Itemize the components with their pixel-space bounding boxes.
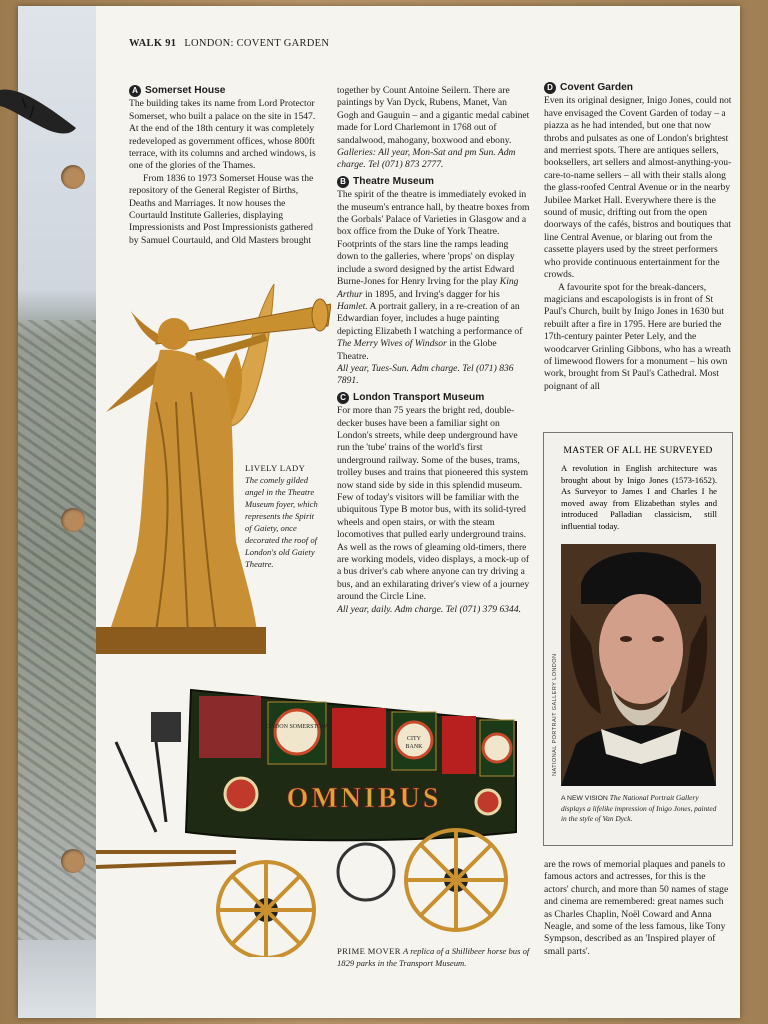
omnibus-illustration [96,682,526,957]
caption-lead: PRIME MOVER [337,946,401,956]
pen-clip-icon [0,78,80,138]
section-badge: C [337,392,349,404]
bus-caption [337,945,533,969]
paragraph: A favourite spot for the break-dancers, magicians and escapologists is in front of St Paul's Church, built by Inigo Jones in 1630 but rebuilt after a fire in 1795. Here are buried the 17th-century painter Peter Lely, and the woodcarver Grinling Gibbons, who has a wreath of limewood flowers for a monument – his own work, brought from St Paul's Cathedral. Most poignant of all [544,281,731,392]
caption-text: The comely gilded angel in the Theatre Museum foyer, which represents the Spirit of Gaiety, once decorated the roof of London's old Gaiety Theatre. [245,475,318,569]
info-line: All year, Tues-Sun. Adm charge. Tel (071) 836 7891. [337,362,514,387]
column-2 [337,85,530,616]
column-1 [129,85,321,247]
bus-wheel [218,862,314,957]
omnibus-lettering: OMNIBUS [286,783,442,814]
box-title: MASTER OF ALL HE SURVEYED [563,445,713,456]
play-title: King Arthur [337,276,519,300]
section-title: London Transport Museum [353,391,485,403]
section-title: Somerset House [145,85,226,96]
binder-hole [61,508,85,532]
section-heading-a [129,85,321,97]
angel-caption [245,462,320,570]
section-badge: A [129,85,141,97]
binder-hole [61,849,85,873]
section-badge: B [337,176,349,188]
bus-window [199,696,261,758]
play-title: The Merry Wives of Windsor [337,338,447,350]
info-line: All year, daily. Adm charge. Tel (071) 379 6344. [337,603,522,615]
play-title: Hamlet. [337,300,368,312]
info-line: Galleries: All year, Mon-Sat and pm Sun. Adm charge. Tel (071) 873 2777. [337,147,516,171]
walk-number: WALK 91 [129,38,177,49]
paragraph: The building takes its name from Lord Protector Somerset, who built a palace on the site in 1547. At the end of the 18th century it was completely redeveloped as government offices, whose 800ft terrace, with its columns and arched windows, is one of the glories of the Thames. [129,98,316,172]
paragraph: are the rows of memorial plaques and panels to famous actors and actresses, for this is the actors' church, and more than 50 names of stage and cinema are remembered: great names such as Charles Chaplin, Noël Coward and Anna Neagle, and some of the less famous, like Tony Sympson, described as an 'Inspired player of small parts'. [544,859,729,957]
running-header [129,38,329,49]
bus-panel-text: BANK [405,744,423,750]
column-3-continued [544,859,730,958]
paragraph: together by Count Antoine Seilern. There are paintings by Van Dyck, Rubens, Manet, Van Gogh and Gauguin – and a gigantic medal cabinet made for Lord Charlemont in 1768 out of sandalwood, mahogany, boxwood and ebony. [337,85,530,146]
walk-title: LONDON: COVENT GARDEN [184,38,330,49]
caption-lead: A NEW VISION [561,795,608,802]
binder-hole [61,165,85,189]
section-badge: D [544,82,556,94]
section-heading-b [337,176,530,188]
section-title: Theatre Museum [353,175,434,187]
text-run: The spirit of the theatre is immediately evoked in the museum's entrance hall, by theatre boxes from the Gorbals' Palace of Varieties in Glasgow and a box office from the Duke of York Theatre. Footprints of the stars line the ramps leading down to the galleries, where 'props' on display include a sword designed by the artist Edward Burne-Jones for Henry Irving for the play [337,189,530,288]
text-run: A portrait gallery, in a re-creation of an Edwardian foyer, includes a huge painting depicting Elizabeth I watching a performance of [337,300,523,337]
inigo-jones-portrait [561,544,716,786]
caption-text: The National Portrait Gallery displays a lifelike impression of Inigo Jones, painted in the style of Van Dyck. [561,793,717,823]
paragraph [337,189,530,363]
caption-lead: LIVELY LADY [245,463,306,473]
paragraph: From 1836 to 1973 Somerset House was the repository of the General Register of Births, Deaths and Marriages. It now houses the Courtauld Institute Galleries, displaying Impressionists and Post Impressionists gathered by Samuel Courtauld, and Old Masters brought [129,172,314,246]
box-text: A revolution in English architecture was brought about by Inigo Jones (1573-1652). As Surveyor to James I and Charles I he moved away from Elizabethan styles and introduced Palladian classicism, still influential today. [561,463,717,531]
section-heading-c [337,392,530,404]
bus-wheel [406,830,506,930]
section-title: Covent Garden [560,82,634,93]
caption-text: A replica of a Shillibeer horse bus of 1829 parks in the Transport Museum. [337,946,530,968]
text-run: in the Globe Theatre. [337,338,497,362]
bus-panel-text: CITY [407,736,421,742]
paragraph: Even its original designer, Inigo Jones, could not have envisaged the Covent Garden of today – a piazza as he had intended, but one that now throbs and pulsates as one of London's brightest and merriest spots. There are antiques sellers, booksellers, art sellers and almost-anything-you-care-to-name sellers – all with their stalls along the glass-roofed Central Avenue or in the nearby Jubilee Market Hall. Everywhere there is the sound of music, drifting out from the open doorways of the cafés, bistros and boutiques that line Central Avenue, or blaring out from the cassette players used by the street performers who provide continuous entertainment for the crowds. [544,95,732,281]
photo-credit: NATIONAL PORTRAIT GALLERY LONDON [552,653,558,776]
paragraph: For more than 75 years the bright red, double-decker buses have been a familiar sight on London's streets, while deep underground have run the 'tube' trains of the world's first underground railway. Some of the buses, trams, trolley buses and trains that pioneered this system now stand side by side in this splendid museum. Few of today's visitors will be familiar with the ubiquitous Type B motor bus, with its solid-tyred wheels and open stairs, or with the steam locomotives that pulled early underground trains. As well as the rows of gleaming old-timers, there are working models, video displays, a mock-up of a bus driver's cab where anyone can try driving a bus, and an exhilarating driver's view of a journey around the Circle Line. [337,405,530,603]
text-run: in 1895, and Irving's dagger for his [365,288,500,300]
bus-panel-text: LONDON SOMERSTOWN [262,724,332,730]
aerial-photo-strip [18,320,96,940]
bus-wheel [338,844,394,900]
portrait-caption [561,793,721,824]
section-heading-d [544,82,732,94]
column-3 [544,82,732,393]
